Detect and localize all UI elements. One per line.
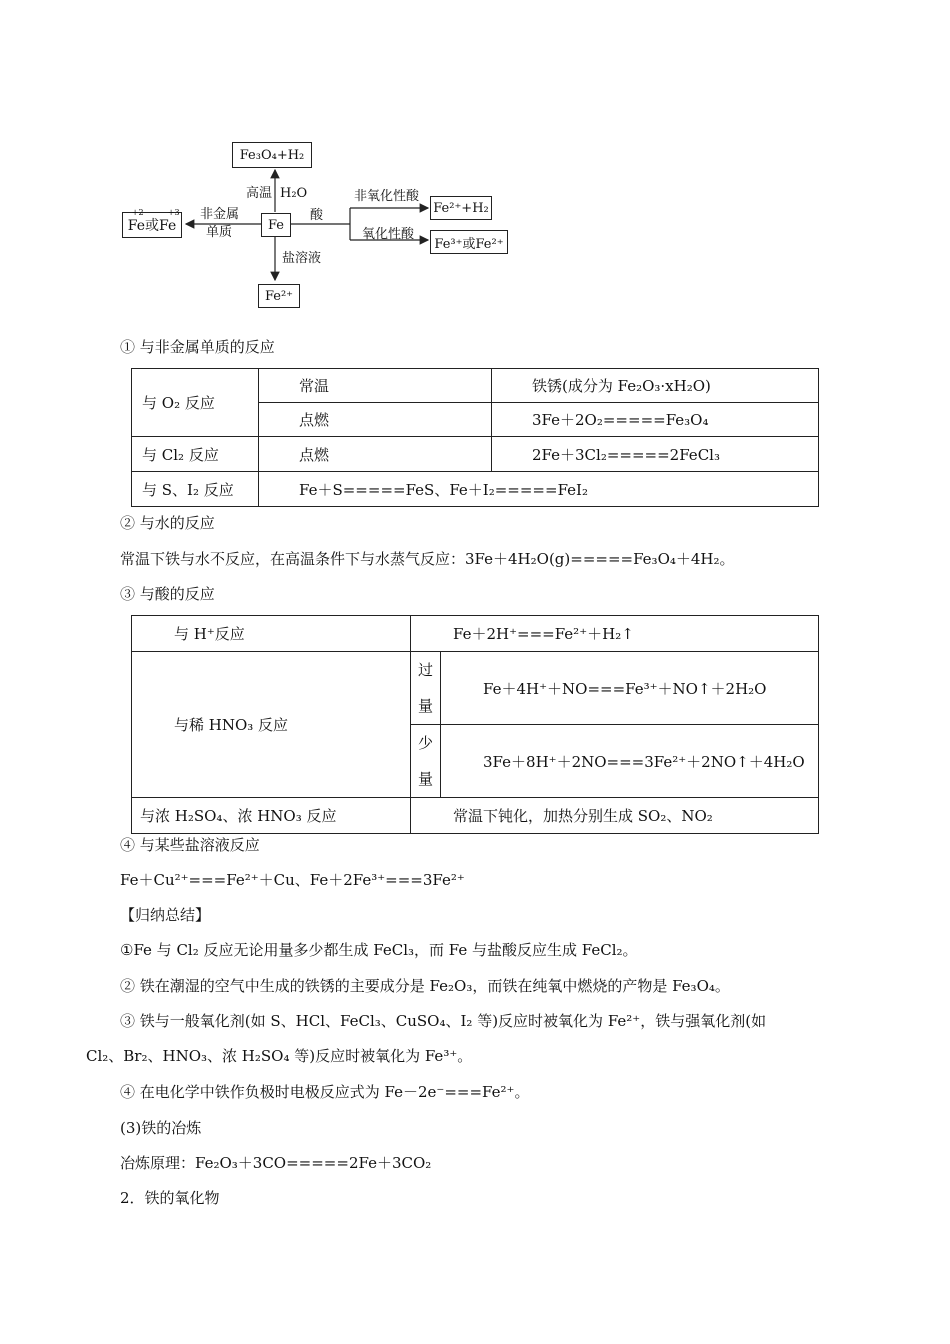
salt-reaction-equation: Fe＋Cu²⁺===Fe²⁺＋Cu、Fe＋2Fe³⁺===3Fe²⁺ xyxy=(120,871,465,889)
diagram-left-box xyxy=(122,208,182,238)
diagram-left-label-line1: 非金属 xyxy=(200,207,240,222)
diagram-left-label-line2: 单质 xyxy=(206,225,233,240)
nonmetal-reaction-table xyxy=(131,368,819,507)
diagram-right-upper-label: 非氧化性酸 xyxy=(354,189,420,204)
table-cell: 2Fe＋3Cl₂=====2FeCl₃ xyxy=(492,437,819,472)
table-cell: Fe＋2H⁺===Fe²⁺＋H₂↑ xyxy=(411,616,819,652)
diagram-bottom-box: Fe²⁺ xyxy=(258,284,300,308)
excess-label-1: 过 xyxy=(418,661,434,679)
table-cell: 铁锈(成分为 Fe₂O₃·xH₂O) xyxy=(492,369,819,403)
diagram-right-label: 酸 xyxy=(310,208,324,223)
diagram-center-box: Fe xyxy=(261,213,291,237)
table-cell: 常温 xyxy=(259,369,492,403)
heading-salt-reaction: ④ 与某些盐溶液反应 xyxy=(120,836,260,854)
table-row xyxy=(132,652,819,725)
table-row xyxy=(132,798,819,834)
acid-reaction-table xyxy=(131,615,819,834)
table-cell: 与 O₂ 反应 xyxy=(132,369,259,437)
smelting-title: (3)铁的冶炼 xyxy=(120,1119,202,1137)
diagram-right-lower-box: Fe³⁺或Fe²⁺ xyxy=(430,230,508,254)
table-row xyxy=(132,472,819,507)
table-cell: 点燃 xyxy=(259,437,492,472)
heading-water-reaction: ② 与水的反应 xyxy=(120,514,215,532)
oxidation-state-plus3: +3 xyxy=(167,208,180,217)
table-cell xyxy=(411,652,441,725)
table-cell: 与 H⁺反应 xyxy=(132,616,411,652)
heading-acid-reaction: ③ 与酸的反应 xyxy=(120,585,215,603)
summary-item-2: ② 铁在潮湿的空气中生成的铁锈的主要成分是 Fe₂O₃，而铁在纯氧中燃烧的产物是 Fe₃O₄。 xyxy=(120,977,730,995)
diagram-top-label-right: H₂O xyxy=(280,186,308,201)
table-cell: Fe＋S=====FeS、Fe＋I₂=====FeI₂ xyxy=(259,472,819,507)
table-cell: 点燃 xyxy=(259,403,492,437)
table-cell: 3Fe＋8H⁺＋2NO===3Fe²⁺＋2NO↑＋4H₂O xyxy=(441,725,819,798)
diagram-right-lower-label: 氧化性酸 xyxy=(362,227,415,242)
table-cell: 常温下钝化，加热分别生成 SO₂、NO₂ xyxy=(411,798,819,834)
water-reaction-text: 常温下铁与水不反应，在高温条件下与水蒸气反应：3Fe＋4H₂O(g)=====Fe₃O₄＋4H₂。 xyxy=(120,550,735,568)
table-cell: 3Fe＋2O₂=====Fe₃O₄ xyxy=(492,403,819,437)
summary-item-3b: Cl₂、Br₂、HNO₃、浓 H₂SO₄ 等)反应时被氧化为 Fe³⁺。 xyxy=(86,1047,473,1065)
table-cell: 与 S、I₂ 反应 xyxy=(132,472,259,507)
summary-title: 【归纳总结】 xyxy=(120,906,211,924)
smelting-text: 冶炼原理：Fe₂O₃＋3CO=====2Fe＋3CO₂ xyxy=(120,1154,432,1172)
table-row xyxy=(132,369,819,403)
diagram-left-box-label: Fe或Fe xyxy=(127,218,177,234)
diagram-bottom-label: 盐溶液 xyxy=(282,251,322,266)
table-cell: 与稀 HNO₃ 反应 xyxy=(132,652,411,798)
section-iron-oxides: 2．铁的氧化物 xyxy=(120,1189,220,1207)
summary-item-4: ④ 在电化学中铁作负极时电极反应式为 Fe－2e⁻===Fe²⁺。 xyxy=(120,1083,530,1101)
table-cell: Fe＋4H⁺＋NO===Fe³⁺＋NO↑＋2H₂O xyxy=(441,652,819,725)
diagram-top-box: Fe₃O₄+H₂ xyxy=(232,142,312,168)
table-cell: 与浓 H₂SO₄、浓 HNO₃ 反应 xyxy=(132,798,411,834)
oxidation-state-plus2: +2 xyxy=(131,208,144,217)
excess-label-2: 量 xyxy=(418,697,434,715)
table-row xyxy=(132,437,819,472)
diagram-right-upper-box: Fe²⁺+H₂ xyxy=(430,196,492,220)
summary-item-3a: ③ 铁与一般氧化剂(如 S、HCl、FeCl₃、CuSO₄、I₂ 等)反应时被氧化为 Fe²⁺，铁与强氧化剂(如 xyxy=(120,1012,767,1030)
iron-reaction-diagram xyxy=(118,140,518,312)
little-label-2: 量 xyxy=(418,770,434,788)
little-label-1: 少 xyxy=(418,734,434,752)
diagram-top-label-left: 高温 xyxy=(246,186,273,201)
heading-nonmetal-reaction: ① 与非金属单质的反应 xyxy=(120,338,275,356)
table-row xyxy=(132,616,819,652)
table-cell: 与 Cl₂ 反应 xyxy=(132,437,259,472)
summary-item-1: ①Fe 与 Cl₂ 反应无论用量多少都生成 FeCl₃，而 Fe 与盐酸反应生成 FeCl₂。 xyxy=(120,941,638,959)
table-cell xyxy=(411,725,441,798)
